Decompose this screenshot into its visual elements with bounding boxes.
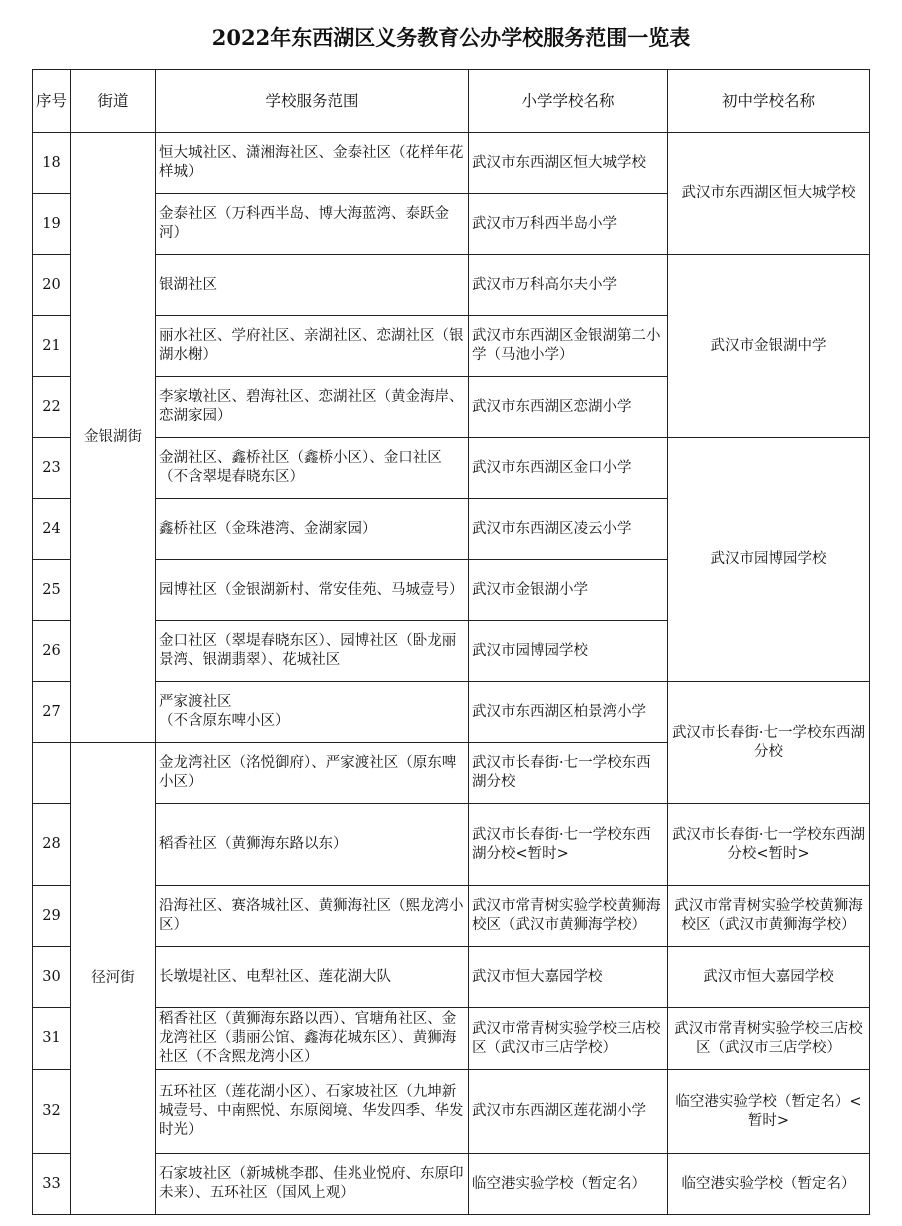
row-index: 29 xyxy=(33,886,71,947)
service-range: 李家墩社区、碧海社区、恋湖社区（黄金海岸、恋湖家园） xyxy=(156,377,469,438)
middle-school: 武汉市长春街·七一学校东西湖分校 xyxy=(668,682,870,804)
row-index: 22 xyxy=(33,377,71,438)
table-row xyxy=(33,1008,870,1070)
primary-school: 武汉市东西湖区柏景湾小学 xyxy=(469,682,668,743)
row-index xyxy=(33,743,71,804)
table-row xyxy=(33,682,870,743)
primary-school: 武汉市长春街·七一学校东西湖分校<暂时> xyxy=(469,804,668,886)
service-range: 石家坡社区（新城桃李郡、佳兆业悦府、东原印未来）、五环社区（国风上观） xyxy=(156,1154,469,1215)
row-index: 28 xyxy=(33,804,71,886)
row-index: 23 xyxy=(33,438,71,499)
service-range: 稻香社区（黄狮海东路以东） xyxy=(156,804,469,886)
middle-school: 武汉市恒大嘉园学校 xyxy=(668,947,870,1008)
service-range: 金湖社区、鑫桥社区（鑫桥小区）、金口社区（不含翠堤春晓东区） xyxy=(156,438,469,499)
service-range: 鑫桥社区（金珠港湾、金湖家园） xyxy=(156,499,469,560)
page-title: 2022年东西湖区义务教育公办学校服务范围一览表 xyxy=(211,25,691,50)
primary-school: 武汉市万科高尔夫小学 xyxy=(469,255,668,316)
service-range: 稻香社区（黄狮海东路以西）、官塘角社区、金龙湾社区（翡丽公馆、鑫海花城东区）、黄狮海社区（不含熙龙湾小区） xyxy=(156,1008,469,1070)
middle-school: 临空港实验学校（暂定名）<暂时> xyxy=(668,1070,870,1154)
middle-school: 武汉市常青树实验学校黄狮海校区（武汉市黄狮海学校） xyxy=(668,886,870,947)
row-index: 25 xyxy=(33,560,71,621)
service-range: 银湖社区 xyxy=(156,255,469,316)
table-row xyxy=(33,255,870,316)
middle-school: 武汉市常青树实验学校三店校区（武汉市三店学校） xyxy=(668,1008,870,1070)
primary-school: 武汉市东西湖区恒大城学校 xyxy=(469,133,668,194)
header-middle: 初中学校名称 xyxy=(668,70,870,133)
row-index: 33 xyxy=(33,1154,71,1215)
primary-school: 武汉市恒大嘉园学校 xyxy=(469,947,668,1008)
table-row xyxy=(33,133,870,194)
header-row xyxy=(33,70,870,133)
service-range: 五环社区（莲花湖小区）、石家坡社区（九坤新城壹号、中南熙悦、东原阅境、华发四季、华发时光） xyxy=(156,1070,469,1154)
middle-school: 武汉市东西湖区恒大城学校 xyxy=(668,133,870,255)
middle-school: 临空港实验学校（暂定名） xyxy=(668,1154,870,1215)
table-row xyxy=(33,1070,870,1154)
service-range: 长墩堤社区、电犁社区、莲花湖大队 xyxy=(156,947,469,1008)
service-range: 金龙湾社区（洺悦御府）、严家渡社区（原东啤小区） xyxy=(156,743,469,804)
row-index: 31 xyxy=(33,1008,71,1070)
service-range: 严家渡社区 （不含原东啤小区） xyxy=(156,682,469,743)
table-row xyxy=(33,804,870,886)
row-index: 26 xyxy=(33,621,71,682)
primary-school: 武汉市金银湖小学 xyxy=(469,560,668,621)
service-range: 恒大城社区、潇湘海社区、金泰社区（花样年花样城） xyxy=(156,133,469,194)
primary-school: 武汉市万科西半岛小学 xyxy=(469,194,668,255)
primary-school: 武汉市东西湖区金银湖第二小学（马池小学） xyxy=(469,316,668,377)
table-row xyxy=(33,1154,870,1215)
header-range: 学校服务范围 xyxy=(156,70,469,133)
primary-school: 武汉市东西湖区恋湖小学 xyxy=(469,377,668,438)
table-row xyxy=(33,886,870,947)
primary-school: 武汉市常青树实验学校三店校区（武汉市三店学校） xyxy=(469,1008,668,1070)
service-range: 园博社区（金银湖新村、常安佳苑、马城壹号） xyxy=(156,560,469,621)
row-index: 24 xyxy=(33,499,71,560)
service-range: 金口社区（翠堤春晓东区）、园博社区（卧龙丽景湾、银湖翡翠）、花城社区 xyxy=(156,621,469,682)
middle-school: 武汉市金银湖中学 xyxy=(668,255,870,438)
street-jinyinhu: 金银湖街 xyxy=(71,133,156,743)
primary-school: 武汉市长春街·七一学校东西湖分校 xyxy=(469,743,668,804)
table-row xyxy=(33,438,870,499)
row-index: 18 xyxy=(33,133,71,194)
row-index: 30 xyxy=(33,947,71,1008)
row-index: 21 xyxy=(33,316,71,377)
middle-school: 武汉市园博园学校 xyxy=(668,438,870,682)
service-range-table xyxy=(32,69,870,1215)
header-idx: 序号 xyxy=(33,70,71,133)
service-range: 沿海社区、赛洛城社区、黄狮海社区（熙龙湾小区） xyxy=(156,886,469,947)
primary-school: 武汉市常青树实验学校黄狮海校区（武汉市黄狮海学校） xyxy=(469,886,668,947)
header-primary: 小学学校名称 xyxy=(469,70,668,133)
row-index: 32 xyxy=(33,1070,71,1154)
primary-school: 临空港实验学校（暂定名） xyxy=(469,1154,668,1215)
primary-school: 武汉市东西湖区莲花湖小学 xyxy=(469,1070,668,1154)
primary-school: 武汉市东西湖区金口小学 xyxy=(469,438,668,499)
row-index: 27 xyxy=(33,682,71,743)
middle-school: 武汉市长春街·七一学校东西湖分校<暂时> xyxy=(668,804,870,886)
row-index: 19 xyxy=(33,194,71,255)
primary-school: 武汉市园博园学校 xyxy=(469,621,668,682)
row-index: 20 xyxy=(33,255,71,316)
service-range: 金泰社区（万科西半岛、博大海蓝湾、泰跃金河） xyxy=(156,194,469,255)
table-row xyxy=(33,947,870,1008)
header-street: 街道 xyxy=(71,70,156,133)
primary-school: 武汉市东西湖区凌云小学 xyxy=(469,499,668,560)
street-jinghe: 径河街 xyxy=(71,743,156,1215)
service-range: 丽水社区、学府社区、亲湖社区、恋湖社区（银湖水榭） xyxy=(156,316,469,377)
